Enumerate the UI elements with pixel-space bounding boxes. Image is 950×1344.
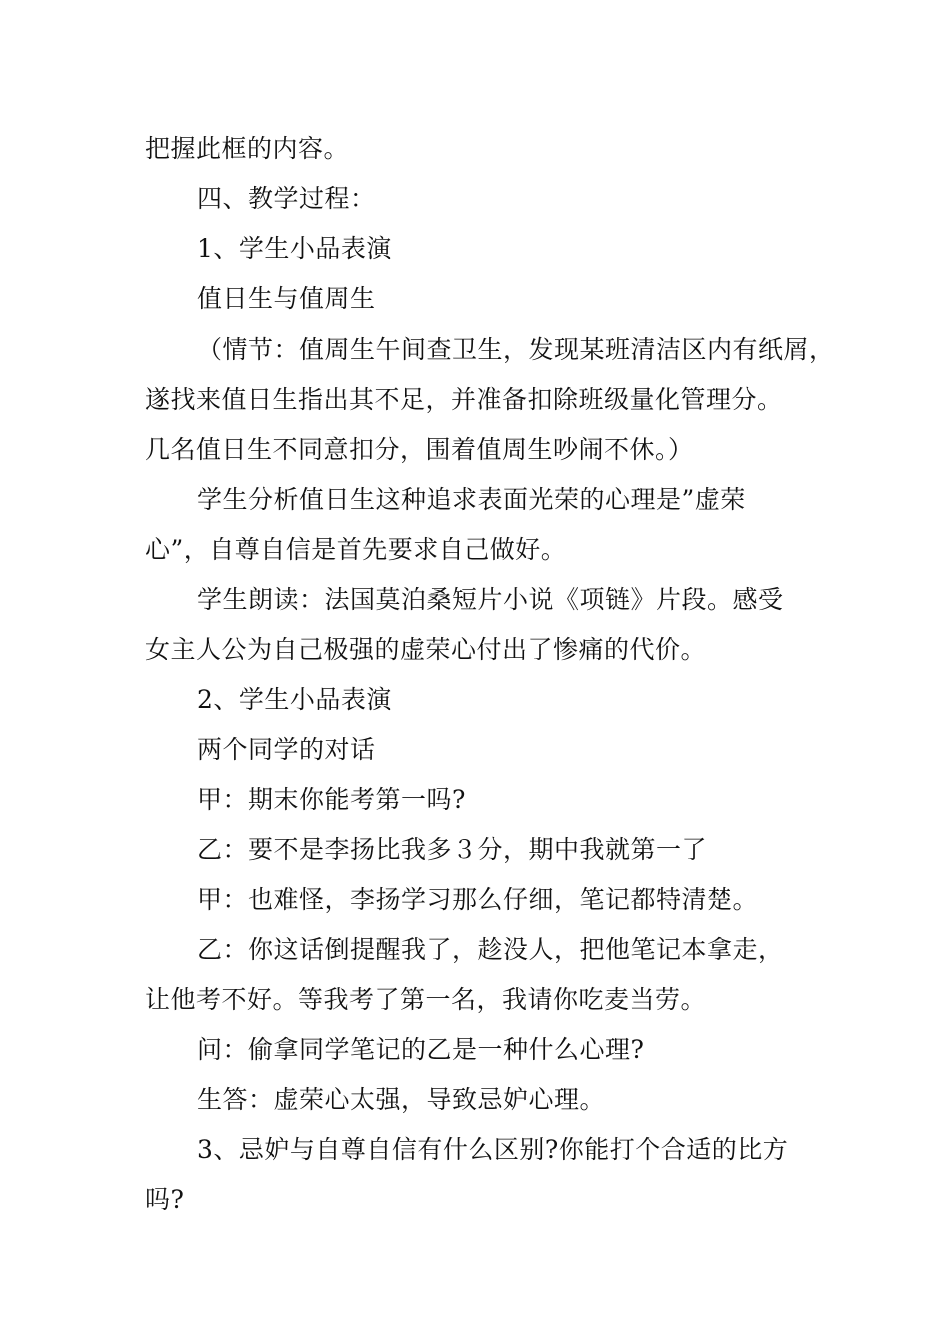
skit-title: 两个同学的对话 (197, 735, 376, 764)
paragraph-line: 学生分析值日生这种追求表面光荣的心理是”虚荣 (197, 485, 746, 514)
paragraph-line: 把握此框的内容。 (145, 134, 350, 163)
subsection-heading: 2、学生小品表演 (197, 685, 392, 714)
skit-title: 值日生与值周生 (197, 284, 376, 313)
section-heading: 四、教学过程： (197, 184, 376, 213)
dialogue-line: 乙：要不是李扬比我多３分，期中我就第一了 (197, 835, 708, 864)
subsection-heading: 1、学生小品表演 (197, 234, 392, 263)
dialogue-line: 甲：期末你能考第一吗? (197, 785, 466, 814)
dialogue-line: 甲：也难怪，李扬学习那么仔细，笔记都特清楚。 (197, 885, 759, 914)
dialogue-line: 乙：你这话倒提醒我了，趁没人，把他笔记本拿走， (197, 935, 784, 964)
paragraph-line: 遂找来值日生指出其不足，并准备扣除班级量化管理分。 (145, 385, 783, 414)
paragraph-line: 几名值日生不同意扣分，围着值周生吵闹不休。） (145, 435, 694, 464)
paragraph-line: 吗? (145, 1185, 185, 1214)
paragraph-line: （情节：值周生午间查卫生，发现某班清洁区内有纸屑， (197, 335, 835, 364)
paragraph-line: 学生朗读：法国莫泊桑短片小说《项链》片段。感受 (197, 585, 784, 614)
dialogue-line: 让他考不好。等我考了第一名，我请你吃麦当劳。 (145, 985, 707, 1014)
paragraph-line: 女主人公为自己极强的虚荣心付出了惨痛的代价。 (145, 635, 707, 664)
paragraph-line: 心”，自尊自信是首先要求自己做好。 (145, 535, 567, 564)
question-line: 问：偷拿同学笔记的乙是一种什么心理? (197, 1035, 645, 1064)
answer-line: 生答：虚荣心太强，导致忌妒心理。 (197, 1085, 606, 1114)
subsection-heading: 3、忌妒与自尊自信有什么区别?你能打个合适的比方 (197, 1135, 789, 1164)
